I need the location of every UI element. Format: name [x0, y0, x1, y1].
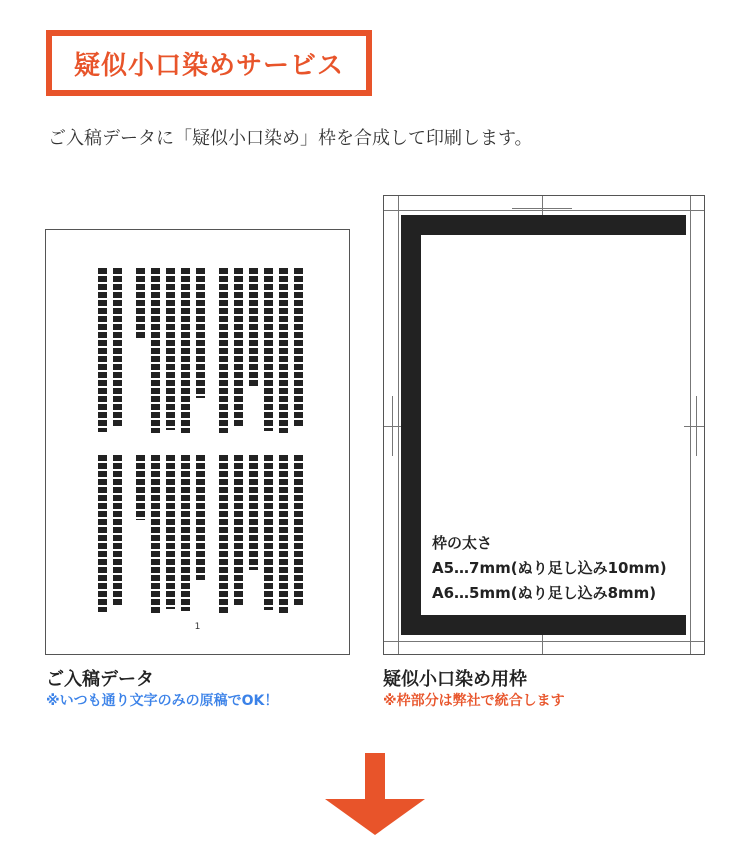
arrow-down-icon — [325, 753, 425, 835]
service-title: 疑似小口染めサービス — [73, 50, 344, 81]
service-title-box — [46, 30, 372, 96]
page-number: 1 — [194, 622, 201, 632]
manuscript-caption: ご入稿データ — [46, 669, 154, 690]
frame-caption: 疑似小口染め用枠 — [383, 669, 527, 690]
frame-note: ※枠部分は弊社で統合します — [383, 693, 565, 709]
manuscript-note: ※いつも通り文字のみの原稿でOK！ — [46, 693, 279, 709]
manuscript-text-bottom — [89, 455, 303, 615]
frame-thickness-spec — [432, 531, 667, 606]
frame-template-page — [383, 195, 705, 655]
spec-a6: A6…5mm(ぬり足し込み8mm) — [432, 584, 657, 602]
spec-a5: A5…7mm(ぬり足し込み10mm) — [432, 559, 667, 577]
frame-top-band — [401, 215, 686, 235]
frame-bottom-band — [401, 615, 686, 635]
frame-left-band — [401, 215, 421, 635]
spec-title: 枠の太さ — [432, 534, 493, 552]
manuscript-text-top — [89, 268, 303, 433]
manuscript-page — [45, 229, 350, 655]
lead-text: ご入稿データに「疑似小口染め」枠を合成して印刷します。 — [48, 128, 533, 149]
